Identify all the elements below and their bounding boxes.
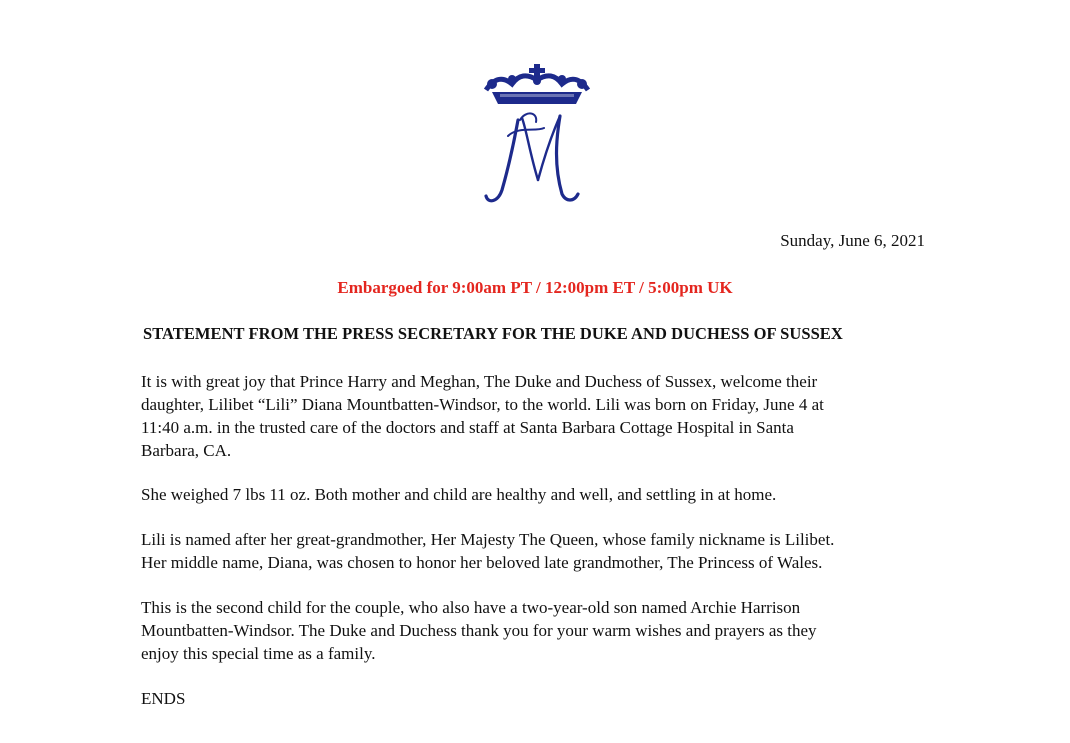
crowned-monogram-icon: [478, 62, 596, 208]
paragraph-line: daughter, Lilibet “Lili” Diana Mountbatten-Windsor, to the world. Lili was born on Friday, June 4 at: [141, 395, 824, 414]
paragraph-line: It is with great joy that Prince Harry and Meghan, The Duke and Duchess of Sussex, welcome their: [141, 372, 818, 391]
embargo-notice: Embargoed for 9:00am PT / 12:00pm ET / 5:00pm UK: [337, 278, 733, 297]
paragraph-line: Mountbatten-Windsor. The Duke and Duchess thank you for your warm wishes and prayers as they: [141, 621, 817, 640]
statement-heading: STATEMENT FROM THE PRESS SECRETARY FOR THE DUKE AND DUCHESS OF SUSSEX: [143, 324, 843, 343]
paragraph-line: enjoy this special time as a family.: [141, 644, 376, 663]
paragraph-line: Lili is named after her great-grandmother, Her Majesty The Queen, whose family nickname is Lilibet.: [141, 530, 835, 549]
paragraph-announcement: [141, 370, 941, 462]
paragraph-name-origin: [141, 528, 941, 574]
paragraph-line: 11:40 a.m. in the trusted care of the doctors and staff at Santa Barbara Cottage Hospital in Santa: [141, 418, 794, 437]
paragraph-weight: [141, 483, 941, 506]
paragraph-line: Barbara, CA.: [141, 441, 232, 460]
paragraph-line: She weighed 7 lbs 11 oz. Both mother and child are healthy and well, and settling in at home.: [141, 485, 777, 504]
paragraph-second-child: [141, 596, 941, 665]
ends-marker: ENDS: [141, 689, 186, 708]
release-date: Sunday, June 6, 2021: [780, 231, 925, 250]
paragraph-line: This is the second child for the couple, who also have a two-year-old son named Archie Harrison: [141, 598, 801, 617]
paragraph-line: Her middle name, Diana, was chosen to honor her beloved late grandmother, The Princess of Wales.: [141, 553, 823, 572]
